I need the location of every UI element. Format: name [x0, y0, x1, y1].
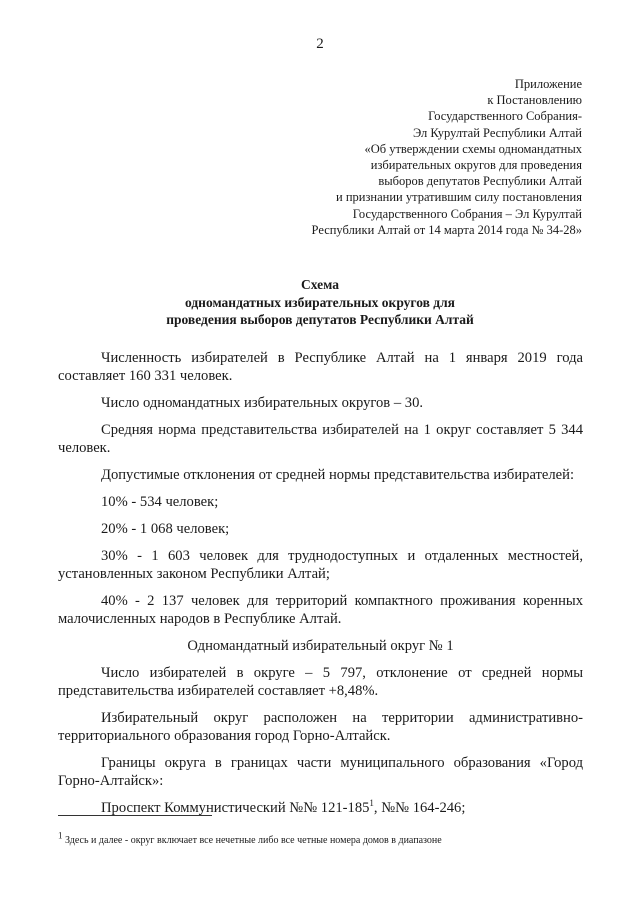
deviations-intro-paragraph: Допустимые отклонения от средней нормы представительства избирателей:: [101, 467, 575, 483]
title-line: проведения выборов депутатов Республики Алтай: [166, 312, 474, 327]
page-number: 2: [316, 36, 324, 52]
voters-count-paragraph: Численность избирателей в Республике Алтай на 1 января 2019 года составляет 160 331 человек.: [58, 350, 583, 384]
footnote-reference: 1: [369, 798, 374, 809]
appendix-line: Государственного Собрания – Эл Курултай: [352, 206, 582, 221]
appendix-line: Республики Алтай от 14 марта 2014 года № 34-28»: [311, 222, 582, 237]
appendix-line: Эл Курултай Республики Алтай: [412, 125, 582, 140]
document-title: [0, 276, 640, 329]
appendix-line: выборов депутатов Республики Алтай: [378, 174, 582, 189]
district-location-paragraph: Избирательный округ расположен на территории административно-территориального образования город Горно-Алтайск.: [58, 710, 583, 744]
title-line: одномандатных избирательных округов для: [184, 294, 455, 310]
footnote: [58, 830, 442, 846]
deviation-10-paragraph: 10% - 534 человек;: [101, 494, 219, 510]
street-text-tail: , №№ 164-246;: [373, 800, 466, 816]
footnote-text: Здесь и далее - округ включает все нечетные либо все четные номера домов в диапазоне: [62, 835, 442, 846]
appendix-line: к Постановлению: [487, 93, 582, 108]
district-heading: Одномандатный избирательный округ № 1: [187, 638, 454, 654]
deviation-20-paragraph: 20% - 1 068 человек;: [101, 521, 230, 537]
footnote-divider: [58, 815, 212, 816]
deviation-40-paragraph: 40% - 2 137 человек для территорий компактного проживания коренных малочисленных народов в Республике Алтай.: [58, 593, 583, 627]
street-text: Проспект Коммунистический №№ 121-185: [101, 800, 370, 816]
appendix-line: Государственного Собрания-: [428, 109, 582, 124]
appendix-line: избирательных округов для проведения: [370, 158, 582, 173]
average-norm-paragraph: Средняя норма представительства избирателей на 1 округ составляет 5 344 человек.: [58, 422, 583, 456]
appendix-block: [312, 76, 582, 238]
district-voters-paragraph: Число избирателей в округе – 5 797, отклонение от средней нормы представительства избирателей составляет +8,48%.: [58, 665, 583, 699]
footnote-mark: 1: [58, 830, 63, 841]
title-line: Схема: [300, 277, 339, 292]
districts-count-paragraph: Число одномандатных избирательных округов – 30.: [101, 395, 424, 411]
appendix-line: и признании утратившим силу постановления: [336, 190, 582, 205]
deviation-30-paragraph: 30% - 1 603 человек для труднодоступных и отдаленных местностей, установленных законом Республики Алтай;: [58, 548, 583, 582]
appendix-line: Приложение: [514, 77, 582, 91]
appendix-line: «Об утверждении схемы одномандатных: [364, 141, 582, 156]
district-borders-paragraph: Границы округа в границах части муниципального образования «Город Горно-Алтайск»:: [58, 755, 583, 789]
document-body: [58, 349, 583, 826]
